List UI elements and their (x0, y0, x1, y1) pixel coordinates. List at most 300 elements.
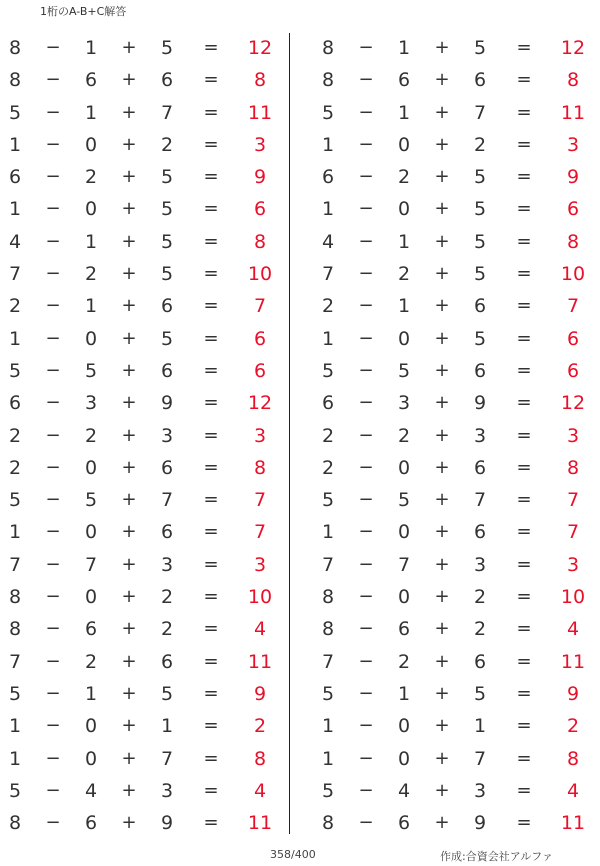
minus-sign: − (45, 650, 61, 672)
equals-sign: = (516, 359, 532, 381)
column-divider (289, 33, 290, 834)
operand-b: 2 (84, 650, 98, 673)
equals-sign: = (203, 198, 219, 220)
equals-sign: = (203, 392, 219, 414)
operand-b: 5 (84, 359, 98, 382)
minus-sign: − (358, 521, 374, 543)
answer-value: 10 (560, 263, 586, 286)
equals-sign: = (203, 166, 219, 188)
equals-sign: = (203, 650, 219, 672)
answer-value: 11 (247, 101, 273, 124)
minus-sign: − (45, 133, 61, 155)
operand-b: 0 (84, 327, 98, 350)
operand-b: 1 (397, 230, 411, 253)
operand-c: 2 (473, 133, 487, 156)
operand-c: 2 (160, 133, 174, 156)
operand-b: 3 (84, 392, 98, 415)
operand-b: 6 (84, 812, 98, 835)
operand-a: 5 (8, 779, 22, 802)
operand-a: 5 (321, 101, 335, 124)
plus-sign: + (434, 424, 450, 446)
operand-b: 1 (397, 37, 411, 59)
equals-sign: = (203, 747, 219, 769)
operand-a: 1 (321, 133, 335, 156)
equals-sign: = (516, 650, 532, 672)
operand-b: 6 (397, 618, 411, 641)
answer-value: 6 (566, 359, 580, 382)
answer-value: 6 (566, 327, 580, 350)
operand-c: 5 (473, 198, 487, 221)
operand-a: 2 (8, 424, 22, 447)
operand-b: 0 (397, 586, 411, 609)
operand-b: 7 (397, 553, 411, 576)
answer-value: 6 (253, 198, 267, 221)
operand-c: 9 (160, 812, 174, 835)
equals-sign: = (203, 424, 219, 446)
plus-sign: + (121, 456, 137, 478)
answer-value: 7 (566, 489, 580, 512)
operand-b: 0 (397, 521, 411, 544)
answer-value: 6 (566, 198, 580, 221)
plus-sign: + (121, 489, 137, 511)
plus-sign: + (434, 295, 450, 317)
operand-c: 5 (160, 263, 174, 286)
minus-sign: − (45, 456, 61, 478)
operand-c: 6 (473, 69, 487, 92)
plus-sign: + (434, 715, 450, 737)
operand-a: 1 (8, 133, 22, 156)
answer-value: 7 (253, 521, 267, 544)
equals-sign: = (203, 101, 219, 123)
equals-sign: = (516, 263, 532, 285)
equals-sign: = (516, 230, 532, 252)
minus-sign: − (45, 779, 61, 801)
equals-sign: = (516, 456, 532, 478)
answer-value: 8 (253, 230, 267, 253)
plus-sign: + (121, 553, 137, 575)
answer-value: 10 (560, 586, 586, 609)
operand-b: 3 (397, 392, 411, 415)
operand-a: 2 (321, 424, 335, 447)
operand-c: 5 (160, 230, 174, 253)
operand-a: 5 (321, 359, 335, 382)
minus-sign: − (45, 359, 61, 381)
equals-sign: = (516, 489, 532, 511)
equals-sign: = (516, 37, 532, 58)
operand-a: 6 (8, 166, 22, 189)
plus-sign: + (434, 101, 450, 123)
equals-sign: = (203, 779, 219, 801)
operand-a: 8 (8, 37, 22, 59)
equals-sign: = (203, 230, 219, 252)
operand-b: 2 (397, 424, 411, 447)
minus-sign: − (45, 812, 61, 834)
operand-c: 6 (160, 521, 174, 544)
plus-sign: + (434, 359, 450, 381)
operand-a: 1 (321, 715, 335, 738)
answer-value: 12 (247, 37, 273, 59)
operand-a: 6 (321, 392, 335, 415)
operand-a: 6 (8, 392, 22, 415)
minus-sign: − (45, 327, 61, 349)
answer-value: 3 (566, 133, 580, 156)
plus-sign: + (121, 101, 137, 123)
operand-b: 6 (84, 69, 98, 92)
operand-b: 2 (84, 424, 98, 447)
operand-a: 7 (8, 650, 22, 673)
operand-a: 5 (8, 101, 22, 124)
answer-value: 11 (560, 101, 586, 124)
operand-c: 3 (473, 424, 487, 447)
equals-sign: = (203, 295, 219, 317)
minus-sign: − (358, 263, 374, 285)
operand-a: 1 (8, 521, 22, 544)
operand-b: 2 (397, 166, 411, 189)
operand-c: 5 (473, 166, 487, 189)
equals-sign: = (203, 586, 219, 608)
operand-a: 8 (321, 812, 335, 835)
operand-c: 9 (473, 392, 487, 415)
operand-c: 5 (160, 37, 174, 59)
equals-sign: = (516, 521, 532, 543)
operand-b: 0 (397, 327, 411, 350)
operand-c: 5 (473, 230, 487, 253)
answer-value: 8 (253, 747, 267, 770)
plus-sign: + (434, 586, 450, 608)
minus-sign: − (358, 37, 374, 58)
answer-value: 8 (566, 747, 580, 770)
answer-value: 4 (253, 618, 267, 641)
answer-value: 3 (253, 133, 267, 156)
plus-sign: + (121, 715, 137, 737)
operand-c: 1 (473, 715, 487, 738)
operand-c: 5 (473, 263, 487, 286)
plus-sign: + (121, 812, 137, 834)
equals-sign: = (203, 37, 219, 58)
operand-b: 7 (84, 553, 98, 576)
operand-c: 5 (160, 682, 174, 705)
operand-a: 5 (8, 682, 22, 705)
operand-c: 6 (160, 295, 174, 318)
operand-c: 3 (473, 779, 487, 802)
minus-sign: − (45, 682, 61, 704)
operand-c: 5 (473, 327, 487, 350)
operand-a: 7 (8, 553, 22, 576)
minus-sign: − (45, 392, 61, 414)
answer-value: 11 (247, 650, 273, 673)
operand-c: 3 (160, 424, 174, 447)
plus-sign: + (434, 521, 450, 543)
operand-a: 7 (321, 263, 335, 286)
plus-sign: + (121, 392, 137, 414)
operand-a: 6 (321, 166, 335, 189)
equals-sign: = (516, 392, 532, 414)
equals-sign: = (516, 295, 532, 317)
equals-sign: = (516, 166, 532, 188)
operand-b: 2 (84, 263, 98, 286)
minus-sign: − (45, 101, 61, 123)
plus-sign: + (434, 166, 450, 188)
operand-a: 5 (321, 779, 335, 802)
answer-value: 7 (566, 295, 580, 318)
operand-b: 0 (84, 747, 98, 770)
operand-c: 9 (473, 812, 487, 835)
answer-value: 3 (253, 424, 267, 447)
plus-sign: + (121, 263, 137, 285)
plus-sign: + (121, 650, 137, 672)
answer-value: 2 (253, 715, 267, 738)
operand-b: 0 (84, 521, 98, 544)
operand-a: 1 (8, 747, 22, 770)
operand-a: 1 (321, 521, 335, 544)
minus-sign: − (358, 295, 374, 317)
operand-a: 8 (321, 586, 335, 609)
operand-b: 6 (84, 618, 98, 641)
plus-sign: + (121, 618, 137, 640)
answer-value: 11 (560, 650, 586, 673)
plus-sign: + (121, 295, 137, 317)
operand-b: 5 (397, 489, 411, 512)
equals-sign: = (516, 327, 532, 349)
minus-sign: − (358, 230, 374, 252)
equals-sign: = (203, 682, 219, 704)
minus-sign: − (45, 69, 61, 91)
equals-sign: = (516, 101, 532, 123)
equals-sign: = (516, 424, 532, 446)
minus-sign: − (358, 69, 374, 91)
answer-value: 4 (566, 779, 580, 802)
equals-sign: = (203, 133, 219, 155)
minus-sign: − (358, 586, 374, 608)
minus-sign: − (45, 230, 61, 252)
operand-a: 5 (8, 359, 22, 382)
minus-sign: − (358, 424, 374, 446)
minus-sign: − (358, 553, 374, 575)
operand-c: 7 (473, 747, 487, 770)
equals-sign: = (203, 263, 219, 285)
worksheet-title: 1桁のA-B+C解答 (40, 5, 127, 18)
operand-c: 6 (160, 69, 174, 92)
plus-sign: + (434, 263, 450, 285)
minus-sign: − (45, 424, 61, 446)
equals-sign: = (203, 69, 219, 91)
operand-a: 4 (8, 230, 22, 253)
minus-sign: − (358, 812, 374, 834)
operand-c: 6 (473, 521, 487, 544)
answer-value: 11 (560, 812, 586, 835)
minus-sign: − (358, 166, 374, 188)
operand-b: 6 (397, 69, 411, 92)
operand-a: 8 (321, 37, 335, 59)
operand-b: 0 (84, 715, 98, 738)
operand-b: 4 (397, 779, 411, 802)
operand-b: 0 (84, 198, 98, 221)
operand-c: 6 (160, 650, 174, 673)
plus-sign: + (121, 747, 137, 769)
answer-value: 12 (560, 392, 586, 415)
author-credit: 作成:合資会社アルファ (440, 850, 554, 863)
plus-sign: + (434, 37, 450, 58)
operand-c: 6 (473, 456, 487, 479)
operand-b: 1 (84, 37, 98, 59)
operand-a: 8 (321, 69, 335, 92)
equals-sign: = (516, 198, 532, 220)
operand-a: 8 (8, 586, 22, 609)
operand-b: 1 (397, 101, 411, 124)
operand-a: 2 (8, 456, 22, 479)
operand-b: 0 (397, 456, 411, 479)
operand-b: 2 (397, 650, 411, 673)
operand-c: 5 (473, 682, 487, 705)
minus-sign: − (45, 521, 61, 543)
operand-b: 1 (84, 682, 98, 705)
operand-c: 5 (160, 166, 174, 189)
operand-c: 6 (473, 295, 487, 318)
operand-c: 6 (160, 456, 174, 479)
operand-a: 1 (8, 198, 22, 221)
plus-sign: + (121, 779, 137, 801)
answer-value: 8 (566, 69, 580, 92)
page-number: 358/400 (270, 848, 316, 861)
operand-a: 5 (321, 682, 335, 705)
minus-sign: − (358, 715, 374, 737)
operand-b: 0 (397, 715, 411, 738)
minus-sign: − (45, 553, 61, 575)
equals-sign: = (203, 521, 219, 543)
plus-sign: + (121, 586, 137, 608)
plus-sign: + (121, 166, 137, 188)
operand-c: 1 (160, 715, 174, 738)
minus-sign: − (45, 586, 61, 608)
minus-sign: − (358, 101, 374, 123)
plus-sign: + (121, 424, 137, 446)
plus-sign: + (121, 521, 137, 543)
plus-sign: + (121, 37, 137, 58)
equals-sign: = (516, 682, 532, 704)
plus-sign: + (434, 747, 450, 769)
plus-sign: + (121, 359, 137, 381)
operand-a: 8 (321, 618, 335, 641)
plus-sign: + (434, 69, 450, 91)
answer-value: 4 (566, 618, 580, 641)
answer-value: 8 (566, 230, 580, 253)
minus-sign: − (45, 37, 61, 58)
minus-sign: − (358, 456, 374, 478)
operand-a: 1 (321, 198, 335, 221)
operand-b: 6 (397, 812, 411, 835)
equals-sign: = (203, 327, 219, 349)
equals-sign: = (516, 553, 532, 575)
operand-c: 2 (473, 618, 487, 641)
operand-c: 9 (160, 392, 174, 415)
minus-sign: − (358, 198, 374, 220)
plus-sign: + (121, 682, 137, 704)
equals-sign: = (203, 456, 219, 478)
plus-sign: + (434, 682, 450, 704)
minus-sign: − (45, 618, 61, 640)
plus-sign: + (121, 69, 137, 91)
equals-sign: = (516, 133, 532, 155)
operand-b: 0 (84, 586, 98, 609)
plus-sign: + (434, 327, 450, 349)
operand-b: 2 (84, 166, 98, 189)
minus-sign: − (45, 295, 61, 317)
operand-a: 8 (8, 812, 22, 835)
plus-sign: + (434, 650, 450, 672)
operand-c: 5 (160, 198, 174, 221)
answer-value: 12 (247, 392, 273, 415)
equals-sign: = (203, 359, 219, 381)
equals-sign: = (516, 812, 532, 834)
answer-value: 3 (253, 553, 267, 576)
answer-value: 7 (566, 521, 580, 544)
answer-value: 7 (253, 295, 267, 318)
equals-sign: = (516, 69, 532, 91)
minus-sign: − (358, 650, 374, 672)
operand-c: 6 (473, 359, 487, 382)
operand-a: 7 (321, 553, 335, 576)
plus-sign: + (121, 230, 137, 252)
operand-a: 5 (321, 489, 335, 512)
answer-value: 6 (253, 359, 267, 382)
equals-sign: = (203, 618, 219, 640)
operand-a: 1 (8, 327, 22, 350)
operand-c: 3 (160, 553, 174, 576)
answer-value: 12 (560, 37, 586, 59)
plus-sign: + (121, 133, 137, 155)
answer-value: 8 (566, 456, 580, 479)
minus-sign: − (358, 779, 374, 801)
operand-b: 0 (84, 133, 98, 156)
plus-sign: + (434, 618, 450, 640)
minus-sign: − (358, 133, 374, 155)
answer-value: 10 (247, 586, 273, 609)
plus-sign: + (434, 392, 450, 414)
plus-sign: + (434, 489, 450, 511)
equals-sign: = (516, 586, 532, 608)
plus-sign: + (434, 812, 450, 834)
operand-a: 8 (8, 69, 22, 92)
operand-a: 1 (321, 747, 335, 770)
answer-value: 4 (253, 779, 267, 802)
operand-a: 2 (8, 295, 22, 318)
operand-b: 1 (397, 682, 411, 705)
answer-value: 2 (566, 715, 580, 738)
operand-b: 1 (84, 295, 98, 318)
operand-b: 0 (397, 198, 411, 221)
answer-value: 3 (566, 553, 580, 576)
operand-c: 7 (160, 101, 174, 124)
operand-a: 2 (321, 295, 335, 318)
operand-b: 0 (84, 456, 98, 479)
operand-a: 7 (8, 263, 22, 286)
operand-c: 2 (160, 586, 174, 609)
plus-sign: + (434, 198, 450, 220)
minus-sign: − (358, 618, 374, 640)
answer-value: 9 (253, 682, 267, 705)
plus-sign: + (434, 230, 450, 252)
operand-c: 2 (473, 586, 487, 609)
operand-c: 7 (160, 747, 174, 770)
operand-a: 4 (321, 230, 335, 253)
operand-c: 7 (473, 489, 487, 512)
answer-value: 11 (247, 812, 273, 835)
operand-b: 1 (84, 101, 98, 124)
operand-b: 5 (397, 359, 411, 382)
operand-c: 5 (160, 327, 174, 350)
answer-value: 8 (253, 456, 267, 479)
operand-c: 6 (160, 359, 174, 382)
